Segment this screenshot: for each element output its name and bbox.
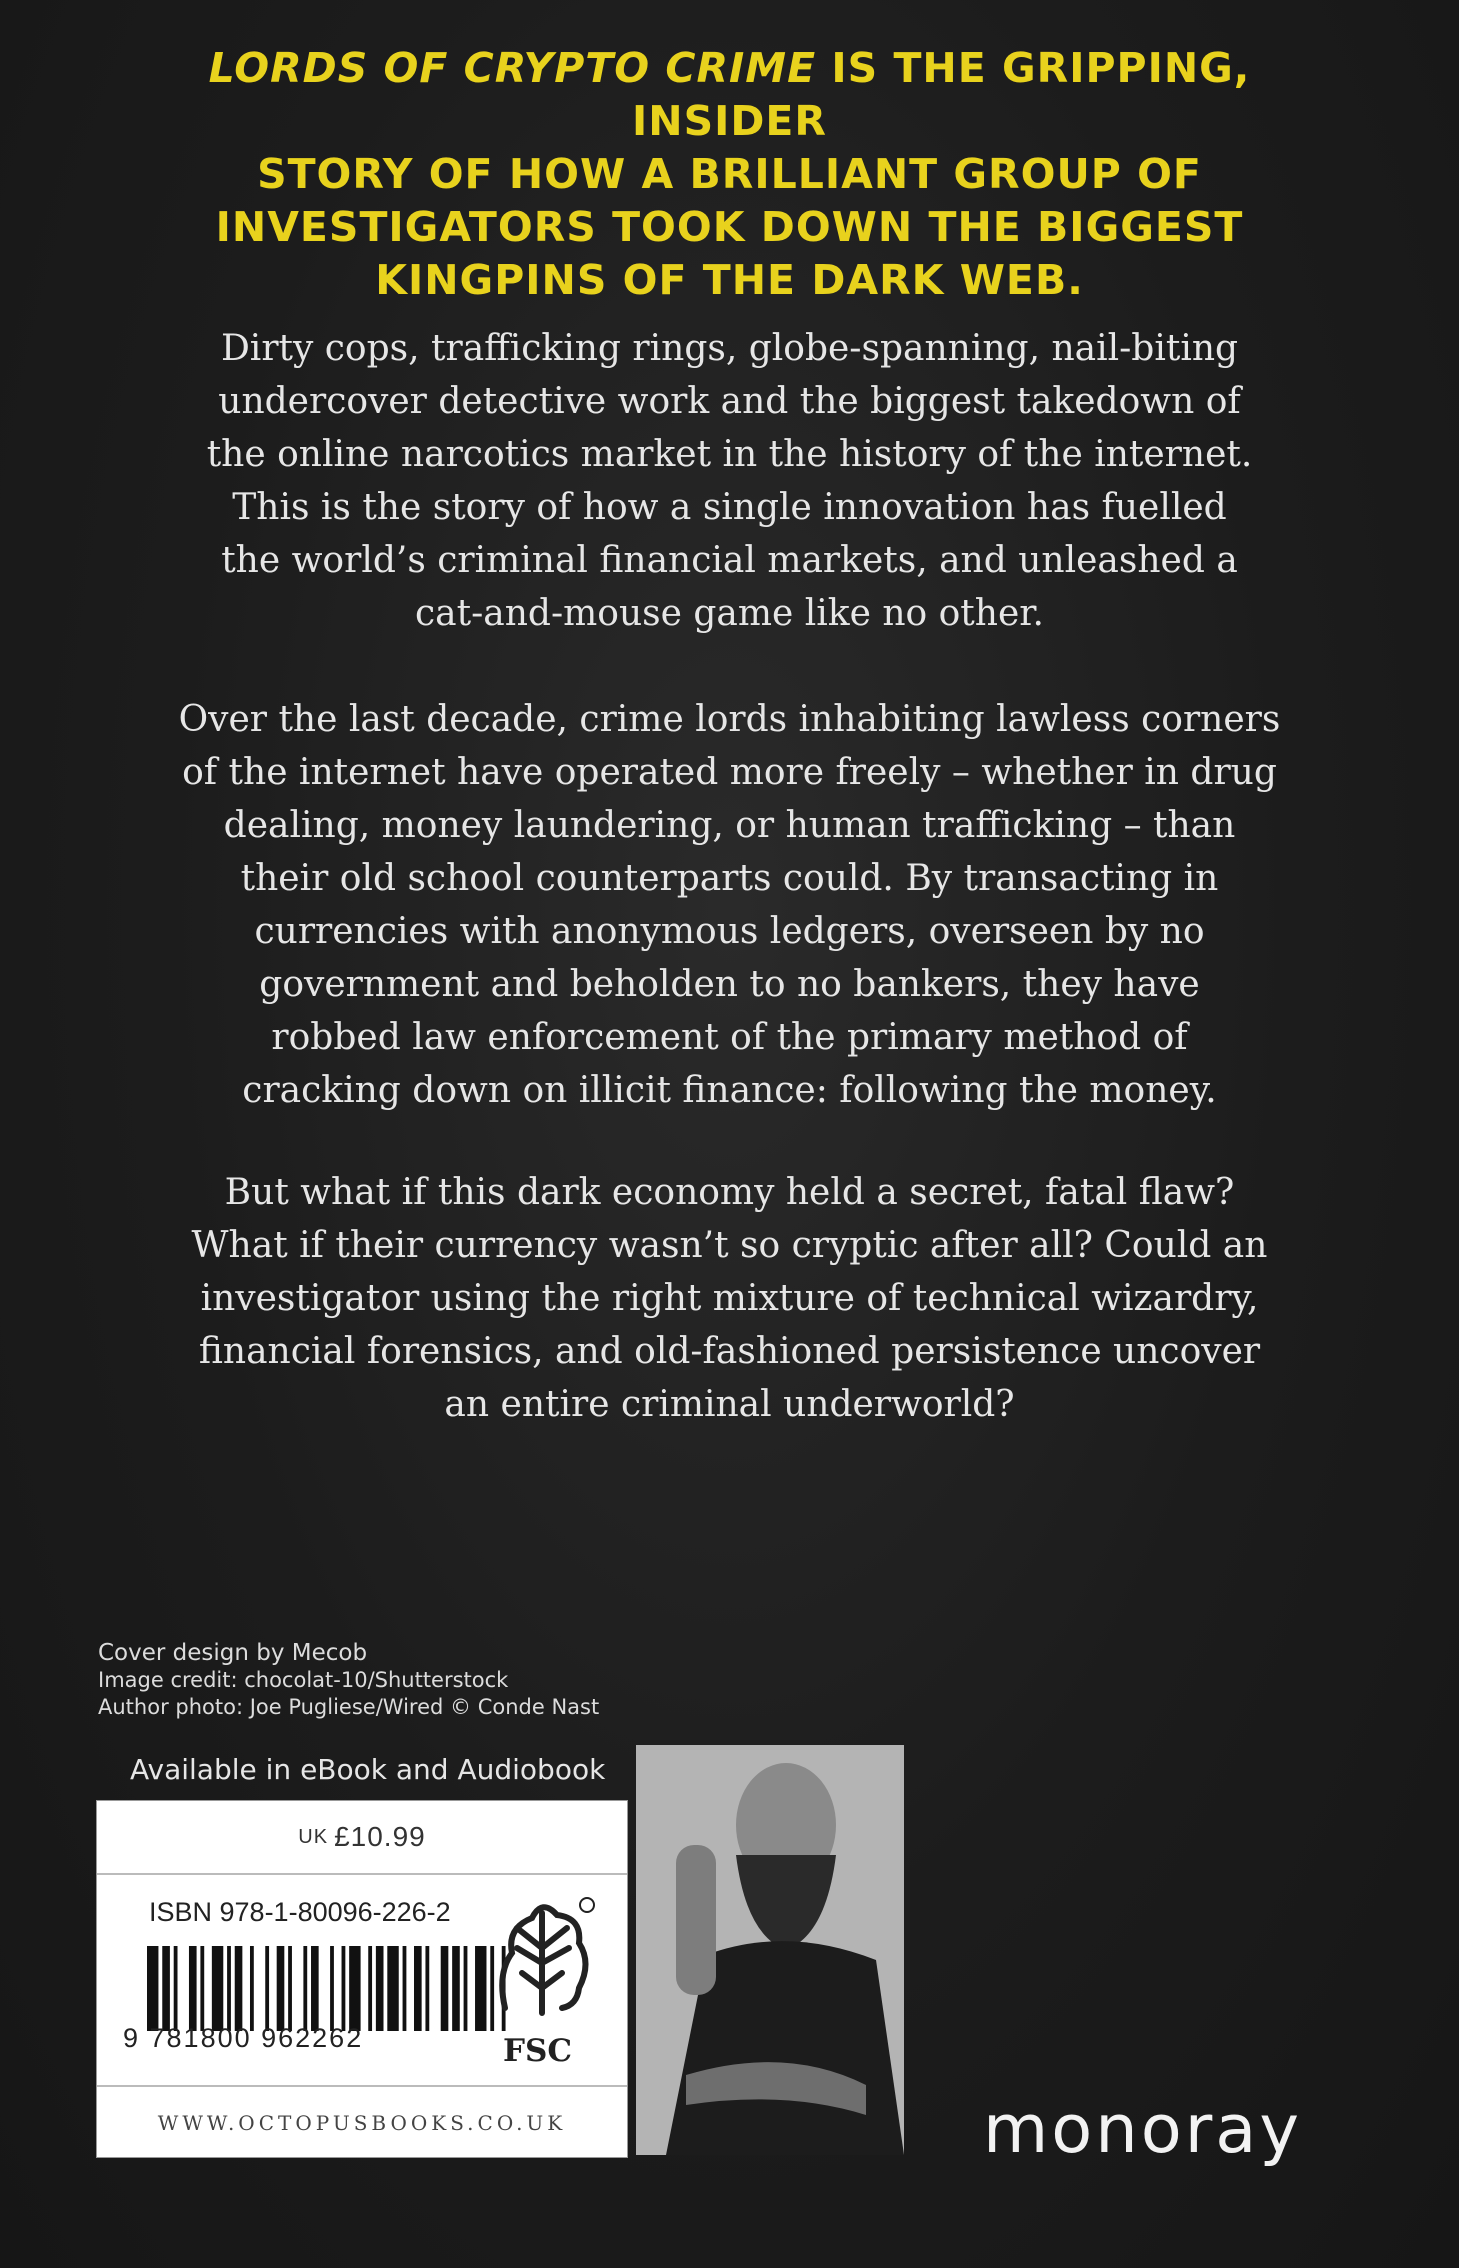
barcode-bar bbox=[311, 1946, 319, 2031]
fsc-tree-icon bbox=[487, 1893, 597, 2043]
blurb-paragraph-3 bbox=[150, 1166, 1309, 1431]
price-value: £10.99 bbox=[334, 1821, 426, 1852]
barcode-bar bbox=[189, 1946, 197, 2031]
price-prefix: UK bbox=[298, 1825, 329, 1848]
fsc-label: FSC bbox=[503, 2033, 573, 2069]
barcode-bar bbox=[227, 1946, 231, 2031]
blurb-line: an entire criminal underworld? bbox=[444, 1384, 1015, 1425]
headline-line-3: INVESTIGATORS TOOK DOWN THE BIGGEST bbox=[215, 203, 1244, 251]
headline-line-1: LORDS OF CRYPTO CRIME IS THE GRIPPING, INSIDER bbox=[208, 44, 1251, 145]
barcode-bar bbox=[265, 1946, 269, 2031]
publisher-logo: monoray bbox=[983, 2090, 1302, 2168]
barcode-bar bbox=[414, 1946, 422, 2031]
cover-design-credit: Cover design by Mecob bbox=[98, 1640, 368, 1666]
price-label bbox=[97, 1801, 627, 1875]
image-credit: Image credit: chocolat-10/Shutterstock bbox=[98, 1668, 509, 1692]
headline bbox=[120, 42, 1339, 307]
author-portrait-image bbox=[636, 1745, 904, 2155]
blurb-line: government and beholden to no bankers, they have bbox=[259, 964, 1200, 1005]
blurb-line: investigator using the right mixture of technical wizardry, bbox=[200, 1278, 1259, 1319]
barcode-bar bbox=[403, 1946, 407, 2031]
barcode-bar bbox=[174, 1946, 178, 2031]
blurb-line: Over the last decade, crime lords inhabiting lawless corners bbox=[178, 699, 1281, 740]
blurb-line: the online narcotics market in the history of the internet. bbox=[206, 434, 1253, 475]
author-photo-credit: Author photo: Joe Pugliese/Wired © Conde Nast bbox=[98, 1695, 600, 1719]
barcode-bar bbox=[342, 1946, 346, 2031]
barcode-bar bbox=[288, 1946, 292, 2031]
barcode-bar bbox=[425, 1946, 429, 2031]
barcode-bar bbox=[147, 1946, 158, 2031]
barcode-bar bbox=[376, 1946, 384, 2031]
blurb-line: cat-and-mouse game like no other. bbox=[415, 593, 1044, 634]
barcode-bar bbox=[162, 1946, 170, 2031]
author-photo bbox=[636, 1745, 904, 2155]
blurb-paragraph-1 bbox=[150, 322, 1309, 640]
blurb-line: cracking down on illicit finance: following the money. bbox=[242, 1070, 1217, 1111]
barcode-bar bbox=[368, 1946, 372, 2031]
barcode-digits: 9 781800 962262 bbox=[123, 2023, 364, 2053]
barcode-bar bbox=[464, 1946, 468, 2031]
blurb-line: But what if this dark economy held a secret, fatal flaw? bbox=[224, 1172, 1235, 1213]
blurb-line: of the internet have operated more freely – whether in drug bbox=[182, 752, 1277, 793]
isbn-text: ISBN 978-1-80096-226-2 bbox=[149, 1897, 451, 1927]
blurb-line: What if their currency wasn’t so cryptic after all? Could an bbox=[191, 1225, 1268, 1266]
barcode-bar bbox=[330, 1946, 334, 2031]
book-title: LORDS OF CRYPTO CRIME bbox=[208, 44, 817, 92]
barcode-bar bbox=[212, 1946, 223, 2031]
blurb-line: currencies with anonymous ledgers, overseen by no bbox=[254, 911, 1205, 952]
blurb-line: the world’s criminal financial markets, and unleashed a bbox=[221, 540, 1238, 581]
headline-line-2: STORY OF HOW A BRILLIANT GROUP OF bbox=[257, 150, 1202, 198]
blurb-line: This is the story of how a single innovation has fuelled bbox=[232, 487, 1227, 528]
barcode-bar bbox=[452, 1946, 460, 2031]
barcode-bar bbox=[235, 1946, 243, 2031]
headline-line-4: KINGPINS OF THE DARK WEB. bbox=[375, 256, 1084, 304]
publisher-url: WWW.OCTOPUSBOOKS.CO.UK bbox=[97, 2085, 627, 2159]
credits bbox=[98, 1640, 599, 1721]
blurb-line: financial forensics, and old-fashioned persistence uncover bbox=[198, 1331, 1261, 1372]
barcode-bar bbox=[303, 1946, 307, 2031]
barcode-bar bbox=[200, 1946, 204, 2031]
barcode-bar bbox=[277, 1946, 285, 2031]
blurb-line: dealing, money laundering, or human trafficking – than bbox=[223, 805, 1236, 846]
barcode-bar bbox=[475, 1946, 486, 2031]
availability-note: Available in eBook and Audiobook bbox=[130, 1753, 606, 1786]
barcode-bar bbox=[349, 1946, 360, 2031]
barcode-bar bbox=[250, 1946, 254, 2031]
barcode-bar bbox=[441, 1946, 449, 2031]
blurb-line: robbed law enforcement of the primary method of bbox=[271, 1017, 1188, 1058]
blurb-line: undercover detective work and the biggest takedown of bbox=[218, 381, 1241, 422]
blurb-line: their old school counterparts could. By transacting in bbox=[240, 858, 1219, 899]
blurb-paragraph-2 bbox=[150, 693, 1309, 1117]
barcode-box bbox=[96, 1800, 628, 2158]
blurb-line: Dirty cops, trafficking rings, globe-spanning, nail-biting bbox=[220, 328, 1239, 369]
barcode-bar bbox=[387, 1946, 398, 2031]
